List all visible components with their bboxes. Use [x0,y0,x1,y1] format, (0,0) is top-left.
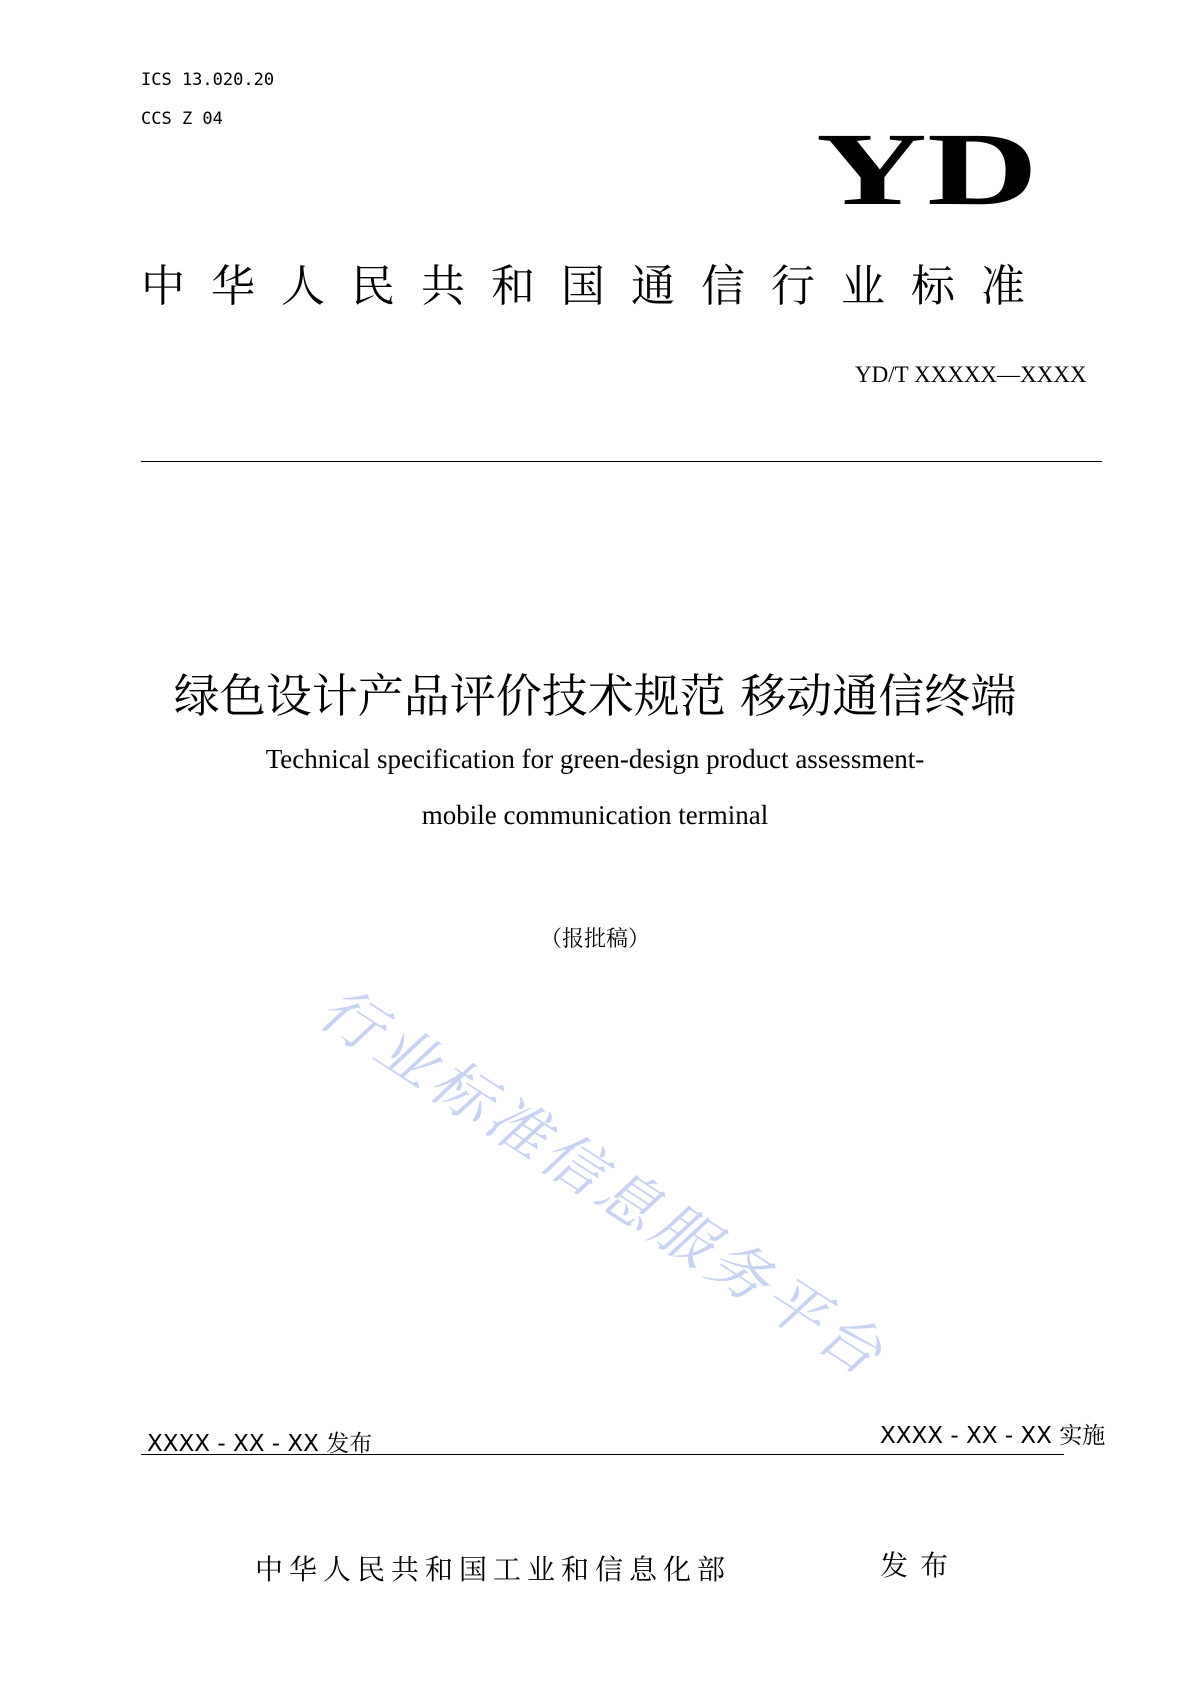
publish-label: 发布 [880,1549,961,1582]
yd-logo [815,118,1040,213]
industry-standard-title: 中华人民共和国通信行业标准 [141,261,1051,312]
watermark-text: 行业标准信息服务平台 [306,973,899,1393]
publish-date: XXXX - XX - XX 发布 [147,1431,373,1457]
top-divider [141,461,1102,462]
ccs-code: CCS Z 04 [141,109,223,129]
standard-number: YD/T XXXXX—XXXX [855,362,1087,387]
publisher-name: 中华人民共和国工业和信息化部 [255,1553,732,1586]
document-title-zh: 绿色设计产品评价技术规范 移动通信终端 [173,669,1017,723]
ics-code: ICS 13.020.20 [141,70,275,90]
yd-logo-text: YD [816,118,1038,213]
bottom-divider [141,1454,1064,1455]
draft-status: （报批稿） [539,927,650,952]
document-title-en-line1: Technical specification for green-design product assessment- [265,744,925,774]
effective-date: XXXX - XX - XX 实施 [880,1423,1106,1449]
document-title-en-line2: mobile communication terminal [421,800,769,830]
